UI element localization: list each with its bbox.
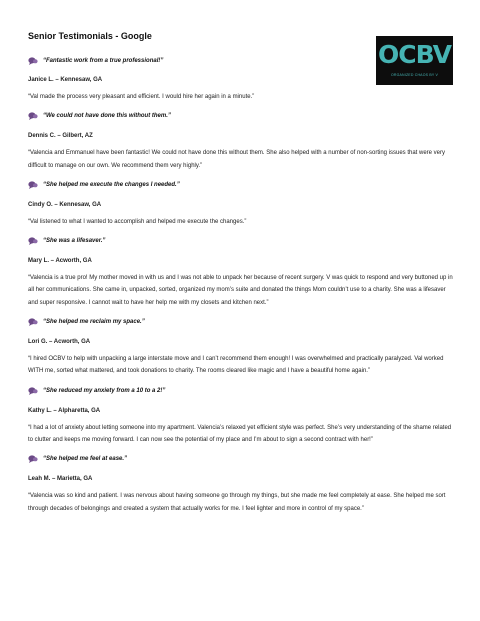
testimonial-item <box>28 316 456 378</box>
speech-bubble-icon <box>28 57 38 65</box>
testimonial-author: Janice L. – Kennesaw, GA <box>28 77 103 83</box>
logo-tagline: ORGANIZED CHAOS BY V <box>390 73 439 77</box>
testimonial-item <box>28 179 456 228</box>
speech-bubble-icon <box>28 387 38 395</box>
testimonial-author: Dennis C. – Gilbert, AZ <box>28 133 93 140</box>
testimonial-item <box>28 235 456 309</box>
testimonial-item <box>28 453 456 515</box>
speech-bubble-icon <box>28 455 38 463</box>
testimonial-item <box>28 110 456 172</box>
testimonial-body: “I had a lot of anxiety about letting someone into my apartment. Valencia’s relaxed yet efficient style was perfect. She’s very understanding of the shame related to clutter and keeps me moving forward. I can now see the potential of my place and I’m about to sign a second contract with her!” <box>28 424 452 443</box>
speech-bubble-icon <box>28 318 38 326</box>
testimonial-item <box>28 55 456 103</box>
testimonial-author: Mary L. – Acworth, GA <box>28 258 92 265</box>
testimonial-quote: “She helped me feel at ease.” <box>43 456 128 463</box>
testimonial-quote: “We could not have done this without them.” <box>43 113 171 120</box>
testimonial-headline <box>28 385 456 397</box>
testimonial-body: “Valencia and Emmanuel have been fantastic! We could not have done this without them. She also helped with a number of non-sorting issues that were very difficult to manage on our own. We recommend them very highly.” <box>28 150 446 169</box>
testimonial-body: “I hired OCBV to help with unpacking a large interstate move and I can’t recommend them enough! I was overwhelmed and practically paralyzed. Val worked WITH me, sorted what mattered, and took donations to charity. The rooms cleared like magic and I have a beautiful home again.” <box>28 356 444 375</box>
testimonial-quote: “She was a lifesaver.” <box>43 238 106 245</box>
testimonial-body: “Val made the process very pleasant and efficient. I would hire her again in a minute.” <box>28 94 255 100</box>
speech-bubble-icon <box>28 237 38 245</box>
testimonial-headline <box>28 55 456 67</box>
testimonial-headline <box>28 453 456 465</box>
testimonial-author: Kathy L. – Alpharetta, GA <box>28 407 101 414</box>
testimonial-body: “Valencia is a true pro! My mother moved in with us and I was not able to unpack her because of recent surgery. V was quick to respond and very buttoned up in all her communications. She came in, unpacked, sorted, organized my mom’s suite and donated the things Mom couldn’t use to a charity. She was a lifesaver and super responsive. I cannot wait to have her help me with my closets and kitchen next.” <box>28 275 453 306</box>
testimonial-headline <box>28 316 456 328</box>
testimonial-body: “Val listened to what I wanted to accomplish and helped me execute the changes.” <box>28 218 247 225</box>
testimonial-headline <box>28 235 456 247</box>
testimonial-item <box>28 385 456 447</box>
testimonial-author: Leah M. – Marietta, GA <box>28 476 93 483</box>
speech-bubble-icon <box>28 181 38 189</box>
testimonial-body: “Valencia was so kind and patient. I was nervous about having someone go through my things, but she made me feel completely at ease. She helped me sort through decades of belongings and created a system that actually works for me. I feel lighter and more in control of my space.” <box>28 493 446 512</box>
logo-mark: OCBV <box>378 40 451 69</box>
testimonial-quote: “She helped me execute the changes I needed.” <box>43 181 180 188</box>
testimonial-quote: “She helped me reclaim my space.” <box>43 319 145 326</box>
speech-bubble-icon <box>28 112 38 120</box>
testimonial-list <box>28 55 456 515</box>
testimonial-author: Lori G. – Acworth, GA <box>28 339 91 346</box>
testimonial-headline <box>28 110 456 122</box>
testimonial-author: Cindy O. – Kennesaw, GA <box>28 201 102 208</box>
testimonial-headline <box>28 179 456 191</box>
page-title: Senior Testimonials - Google <box>28 31 152 41</box>
testimonial-quote: “Fantastic work from a true professional!” <box>43 58 164 64</box>
testimonial-quote: “She reduced my anxiety from a 10 to a 2!” <box>43 387 166 394</box>
